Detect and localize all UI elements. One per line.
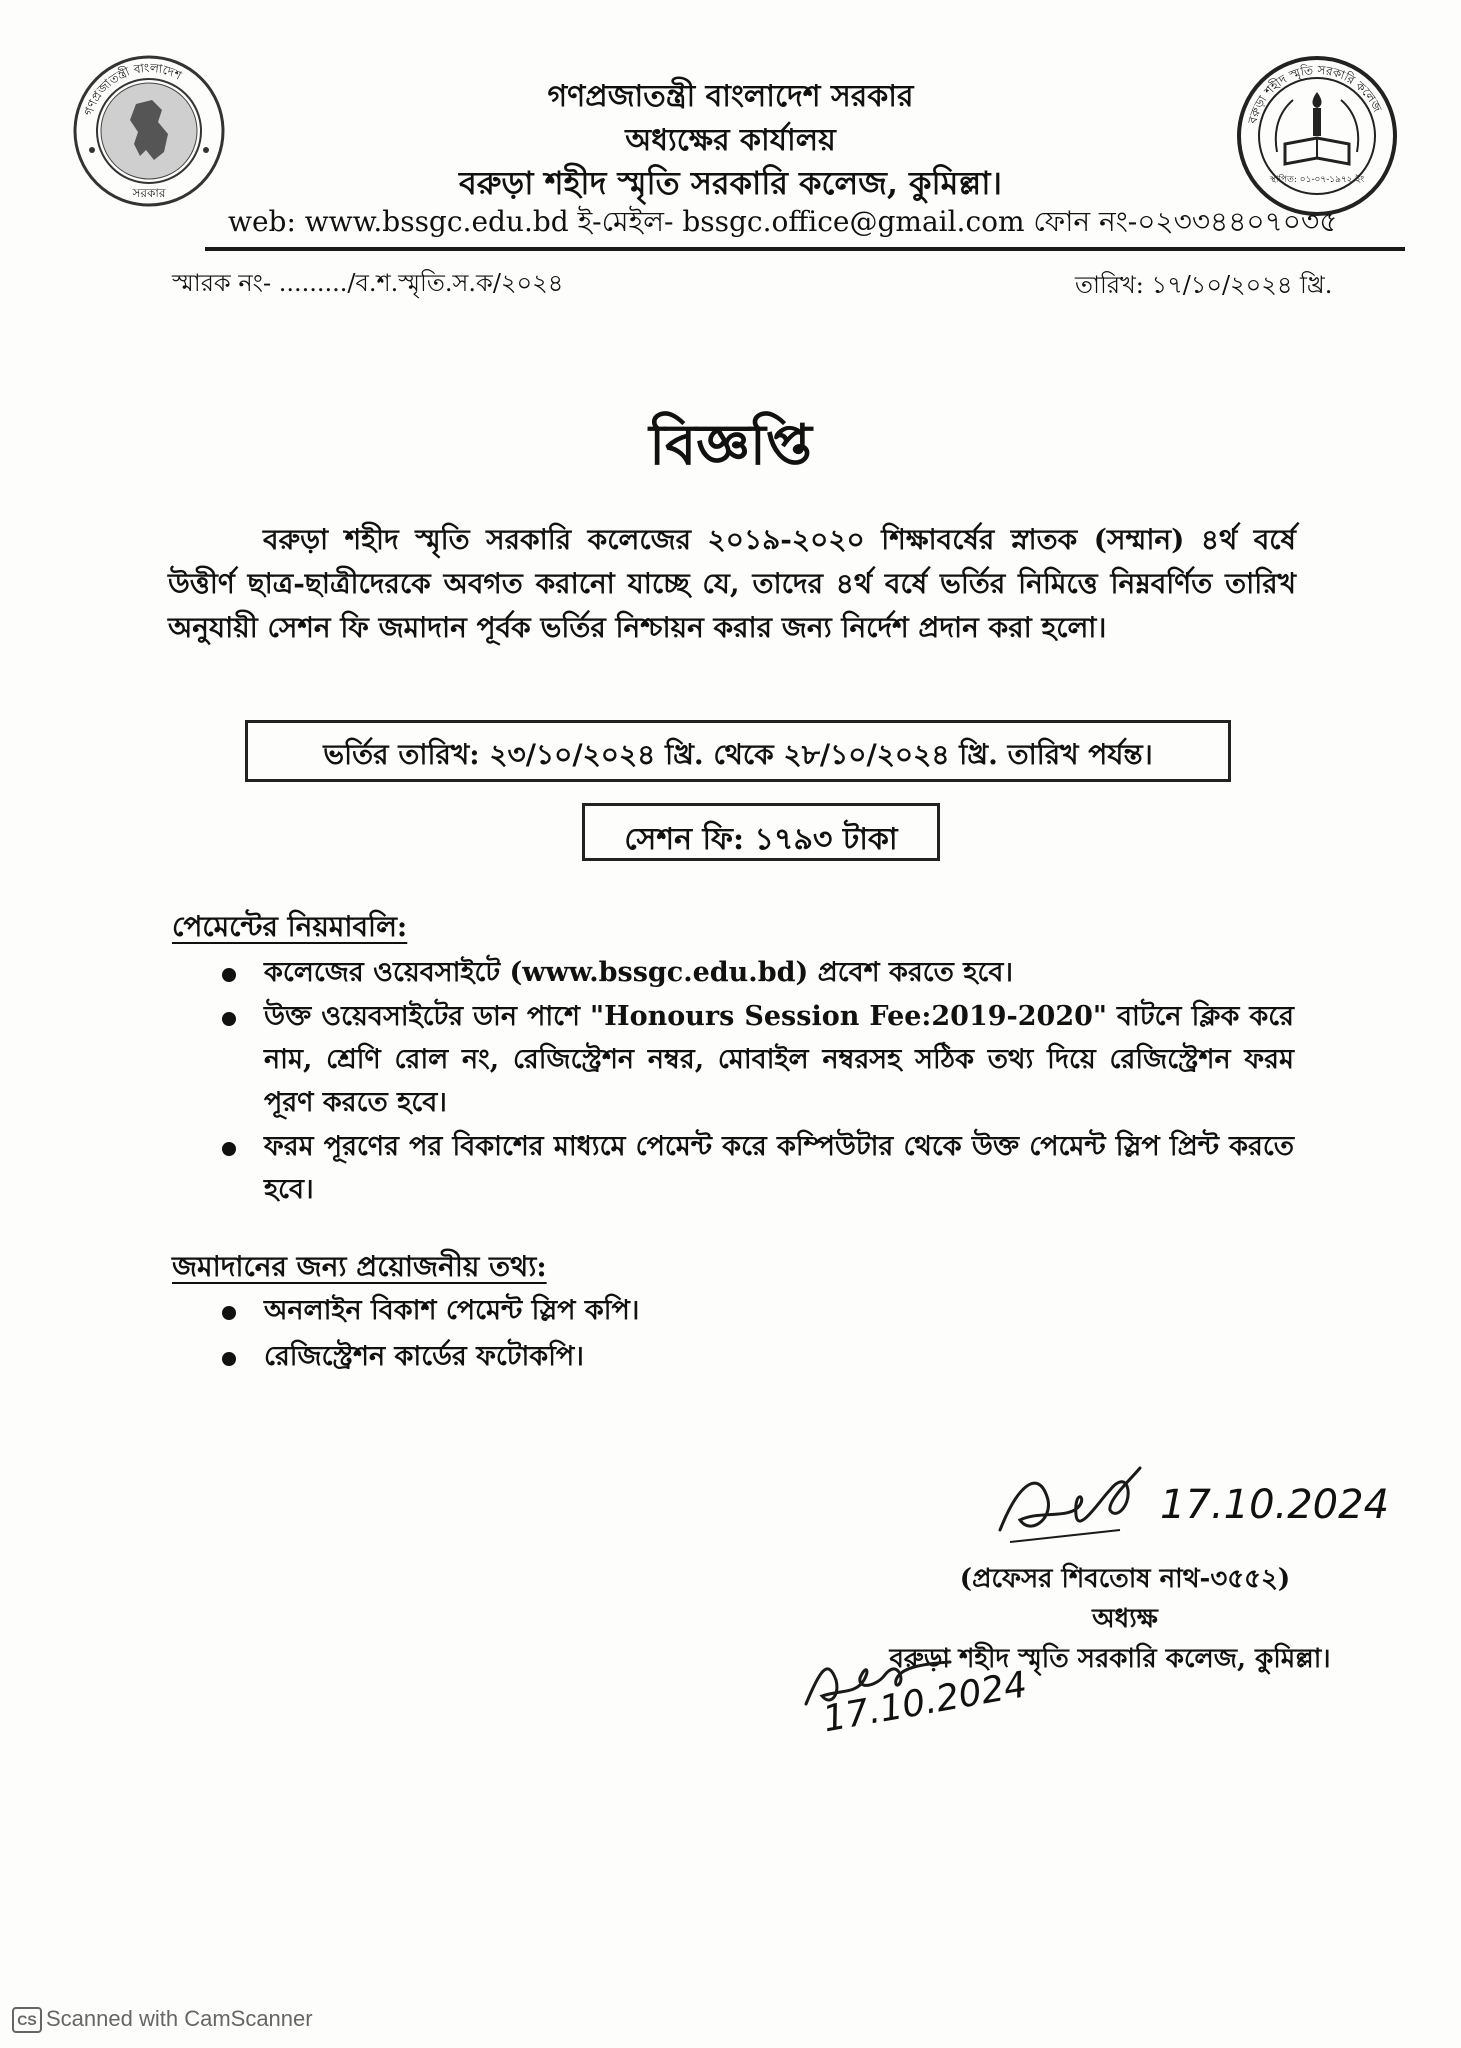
office-name: অধ্যক্ষের কার্যালয়: [625, 123, 836, 158]
notice-title: বিজ্ঞপ্তি: [649, 412, 812, 478]
contact-info: web: www.bssgc.edu.bd ই-মেইল- bssgc.office@gmail.com ফোন নং-০২৩৩৪৪০৭০৩৫: [228, 205, 1338, 238]
deposit-requirements-heading: জমাদানের জন্য প্রয়োজনীয় তথ্য:: [172, 1250, 547, 1283]
government-name: গণপ্রজাতন্ত্রী বাংলাদেশ সরকার: [547, 79, 914, 114]
bullet-icon: [222, 1012, 236, 1026]
bullet-icon: [222, 1352, 236, 1366]
principal-designation: অধ্যক্ষ: [1092, 1604, 1158, 1634]
principal-signature-icon: [990, 1460, 1170, 1560]
svg-text:গণপ্রজাতন্ত্রী বাংলাদেশ: গণপ্রজাতন্ত্রী বাংলাদেশ: [81, 60, 184, 118]
svg-text:সরকার: সরকার: [132, 186, 166, 200]
deposit-requirement-item: অনলাইন বিকাশ পেমেন্ট স্লিপ কপি।: [264, 1295, 640, 1326]
svg-text:বরুড়া শহীদ স্মৃতি সরকারি কলেজ: বরুড়া শহীদ স্মৃতি সরকারি কলেজ: [1245, 62, 1385, 126]
deposit-requirement-item: রেজিস্ট্রেশন কার্ডের ফটোকপি।: [264, 1341, 584, 1372]
payment-rules-heading: পেমেন্টের নিয়মাবলি:: [172, 910, 408, 943]
admission-dates-box: [245, 720, 1231, 782]
payment-rule-item: ফরম পূরণের পর বিকাশের মাধ্যমে পেমেন্ট করে কম্পিউটার থেকে উক্ত পেমেন্ট স্লিপ প্রিন্ট করতে হবে।: [264, 1131, 1294, 1205]
session-fee-box: [582, 803, 940, 861]
principal-name: (প্রফেসর শিবতোষ নাথ-৩৫৫২): [959, 1564, 1291, 1594]
bullet-icon: [222, 1306, 236, 1320]
header-divider: [205, 247, 1405, 251]
principal-college: বরুড়া শহীদ স্মৃতি সরকারি কলেজ, কুমিল্লা।: [889, 1644, 1331, 1674]
bullet-icon: [222, 1142, 236, 1156]
bullet-icon: [222, 968, 236, 982]
issue-date: তারিখ: ১৭/১০/২০২৪ খ্রি.: [1075, 271, 1333, 299]
notice-body: বরুড়া শহীদ স্মৃতি সরকারি কলেজের ২০১৯-২০২০ শিক্ষাবর্ষের স্নাতক (সম্মান) ৪র্থ বর্ষে উত্তীর্ণ ছাত্র-ছাত্রীদেরকে অবগত করানো যাচ্ছে যে, তাদের ৪র্থ বর্ষে ভর্তির নিমিত্তে নিম্নবর্ণিত তারিখ অনুযায়ী সেশন ফি জমাদান পূর্বক ভর্তির নিশ্চায়ন করার জন্য নির্দেশ প্রদান করা হলো।: [168, 523, 1296, 644]
admission-dates: ভর্তির তারিখ: ২৩/১০/২০২৪ খ্রি. থেকে ২৮/১০/২০২৪ খ্রি. তারিখ পর্যন্ত।: [323, 738, 1153, 771]
payment-rule-item: কলেজের ওয়েবসাইটে (www.bssgc.edu.bd) প্রবেশ করতে হবে।: [264, 957, 1014, 988]
college-name: বরুড়া শহীদ স্মৃতি সরকারি কলেজ, কুমিল্লা।: [459, 164, 1002, 202]
signature-date: 17.10.2024: [1160, 1482, 1390, 1528]
payment-rule-item: উক্ত ওয়েবসাইটের ডান পাশে "Honours Session Fee:2019-2020" বাটনে ক্লিক করে নাম, শ্রেণি রোল নং, রেজিস্ট্রেশন নম্বর, মোবাইল নম্বরসহ সঠিক তথ্য দিয়ে রেজিস্ট্রেশন ফরম পূরণ করতে হবে।: [264, 1001, 1294, 1118]
scanner-text: Scanned with CamScanner: [46, 2006, 313, 2031]
svg-text:স্থাপিত: ০১-০৭-১৯৭২ ইং: স্থাপিত: ০১-০৭-১৯৭২ ইং: [1269, 175, 1365, 185]
camscanner-logo-icon: CS: [12, 2007, 42, 2033]
scanner-watermark: [12, 2006, 313, 2033]
session-fee: সেশন ফি: ১৭৯৩ টাকা: [624, 822, 898, 857]
second-handwritten-date: 17.10.2024: [820, 1664, 1031, 1741]
memo-number: স্মারক নং- ........./ব.শ.স্মৃতি.স.ক/২০২৪: [172, 269, 564, 297]
